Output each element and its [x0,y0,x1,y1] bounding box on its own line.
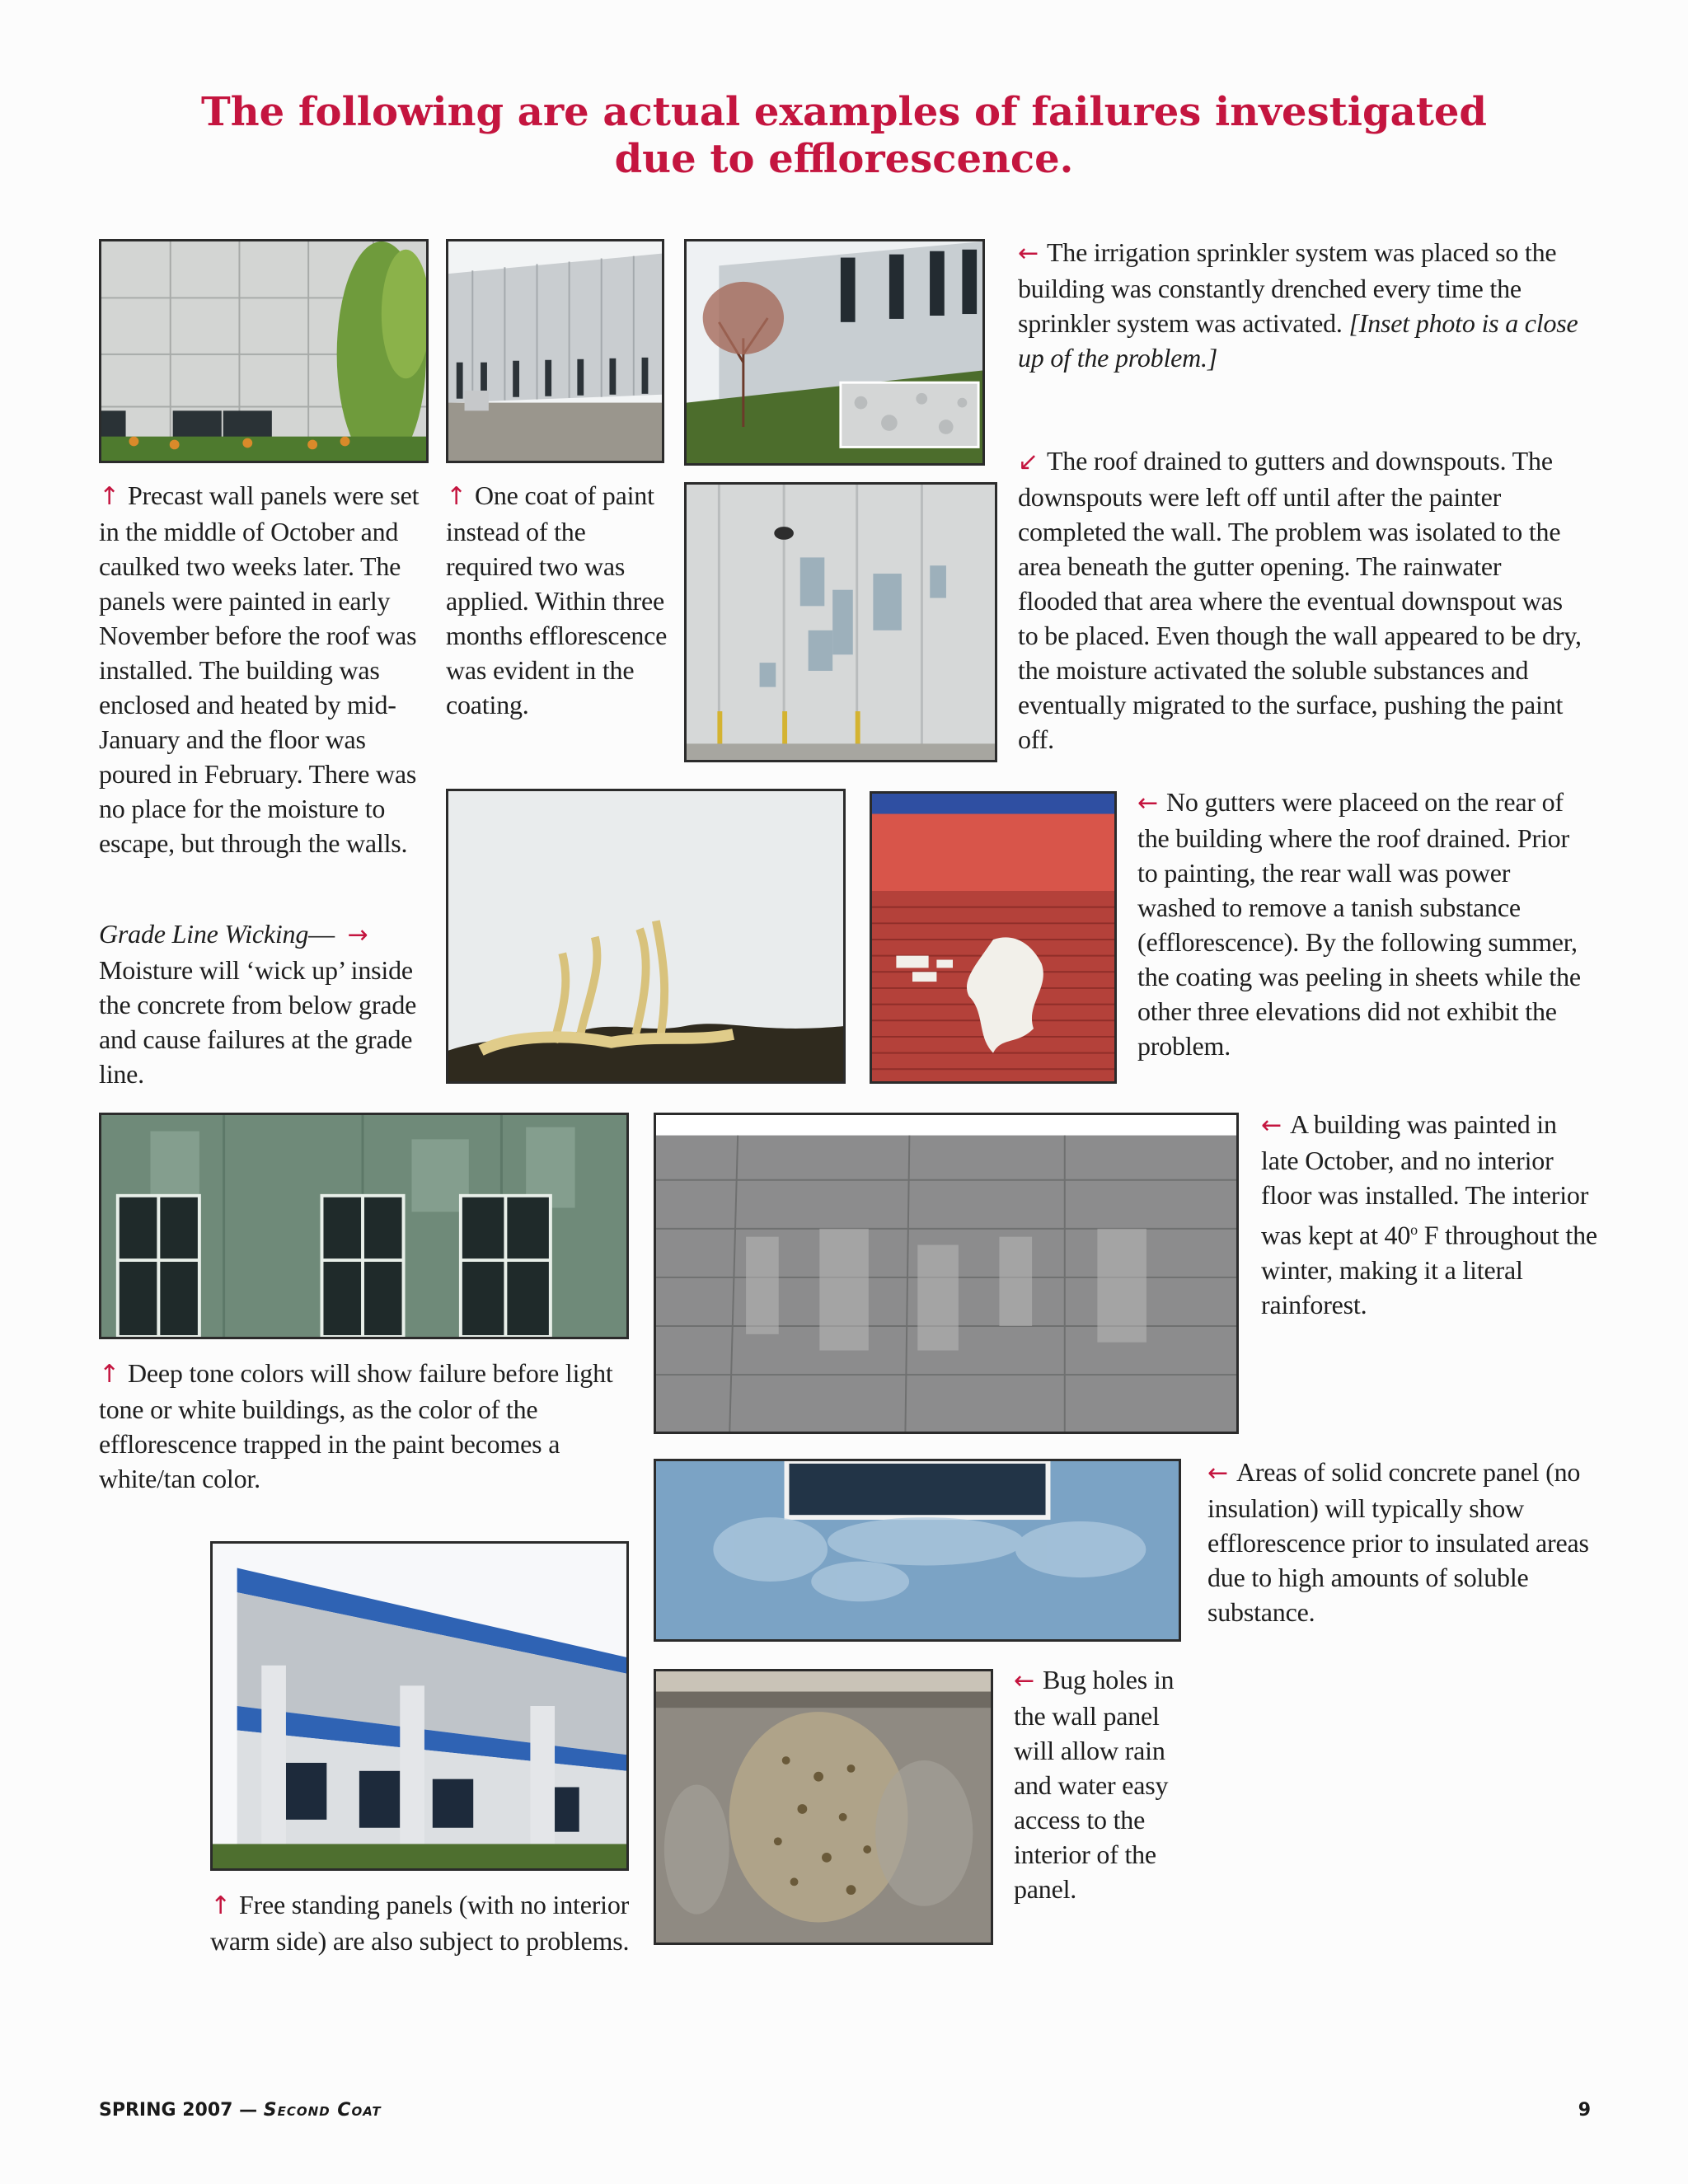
caption-grade-line-dash: — [308,919,335,949]
photo-precast-wall-panels [99,239,429,463]
caption-no-gutters-text: No gutters were placeed on the rear of the building where the roof drained. Prior to painting, the rear wall was power washed to remove a tanish substance (efflorescence). By the following summer, the coating was peeling in sheets while the other three elevations did not exhibit the problem. [1137,787,1581,1061]
caption-irrigation [1018,235,1587,375]
arrow-left-icon: ← [1018,239,1039,268]
caption-grade-line [99,916,429,1091]
caption-no-gutters [1137,785,1591,1063]
caption-irrigation-note: [Inset photo is a close up of the problem.] [1018,308,1578,373]
photo-deep-tone-building [99,1113,629,1339]
photo-roof-drain-wall [684,482,997,762]
footer-magazine-name: Second Coat [263,2100,382,2121]
caption-late-october-text-end: F throughout the winter, making it a literal rainforest. [1261,1220,1597,1319]
photo-grade-line-wicking [446,789,846,1084]
photo-red-wall-peeling [870,791,1117,1084]
arrow-up-icon: ↑ [210,1891,231,1920]
footer-season: SPRING 2007 — [99,2100,258,2121]
caption-bug-holes [1014,1662,1195,1906]
footer-publication [99,2100,382,2121]
caption-deep-tone [99,1356,635,1496]
arrow-right-icon: → [347,921,368,949]
photo-one-coat-paint [446,239,664,463]
caption-late-october-text: A building was painted in late October, and no interior floor was installed. The interior was kept at 40 [1261,1109,1589,1250]
degree-superscript: o [1410,1221,1418,1238]
caption-solid-panel [1207,1455,1595,1629]
caption-one-coat-text: One coat of paint instead of the required two was applied. Within three months efflorescence was evident in the coating. [446,480,668,719]
photo-bug-holes [654,1669,993,1945]
photo-irrigation-sprinkler [684,239,985,466]
caption-precast-text: Precast wall panels were set in the middle of October and caulked two weeks later. The panels were painted in early November before the roof was installed. The building was enclosed and heated by mid-January and the floor was poured in February. There was no place for the moisture to escape, but through the walls. [99,480,420,858]
caption-free-standing [210,1887,639,1958]
caption-solid-panel-text: Areas of solid concrete panel (no insulation) will typically show efflorescence prior to insulated areas due to high amounts of soluble substance. [1207,1457,1589,1627]
caption-free-standing-text: Free standing panels (with no interior warm side) are also subject to problems. [210,1890,630,1956]
caption-irrigation-text: The irrigation sprinkler system was placed so the building was constantly drenched every time the sprinkler system was activated. [1018,237,1557,338]
caption-precast-panels [99,478,429,860]
caption-bug-holes-text: Bug holes in the wall panel will allow rain and water easy access to the interior of the panel. [1014,1665,1175,1904]
caption-grade-line-heading: Grade Line Wicking [99,919,309,949]
photo-solid-concrete-panel [654,1459,1181,1642]
caption-roof-drained-text: The roof drained to gutters and downspouts. The downspouts were left off until after the painter completed the wall. The problem was isolated to the area beneath the gutter opening. The rainwater flooded that area where the eventual downspout was to be placed. Even though the wall appeared to be dry, the moisture activated the soluble substances and eventually migrated to the surface, pushing the paint off. [1018,446,1582,754]
arrow-up-icon: ↑ [99,1360,120,1389]
arrow-left-icon: ← [1014,1666,1034,1695]
arrow-left-icon: ← [1137,789,1158,818]
arrow-up-icon: ↑ [446,482,467,511]
caption-late-october [1261,1107,1599,1322]
photo-free-standing-panels [210,1541,629,1871]
caption-deep-tone-text: Deep tone colors will show failure before light tone or white buildings, as the color of the efflorescence trapped in the paint becomes a white/tan color. [99,1358,613,1493]
caption-grade-line-text: Moisture will ‘wick up’ inside the concrete from below grade and cause failures at the grade line. [99,955,417,1089]
arrow-left-icon: ← [1207,1459,1228,1488]
page-title [0,89,1688,183]
caption-one-coat [446,478,677,722]
arrow-down-left-icon: ↙ [1018,448,1039,476]
photo-rainforest-wall [654,1113,1239,1434]
page-title-line-1: The following are actual examples of failures investigated [201,89,1487,135]
caption-roof-drained [1018,443,1587,757]
page-number: 9 [1578,2100,1591,2121]
arrow-left-icon: ← [1261,1111,1282,1140]
page-title-line-2: due to efflorescence. [614,136,1074,182]
arrow-up-icon: ↑ [99,482,120,511]
